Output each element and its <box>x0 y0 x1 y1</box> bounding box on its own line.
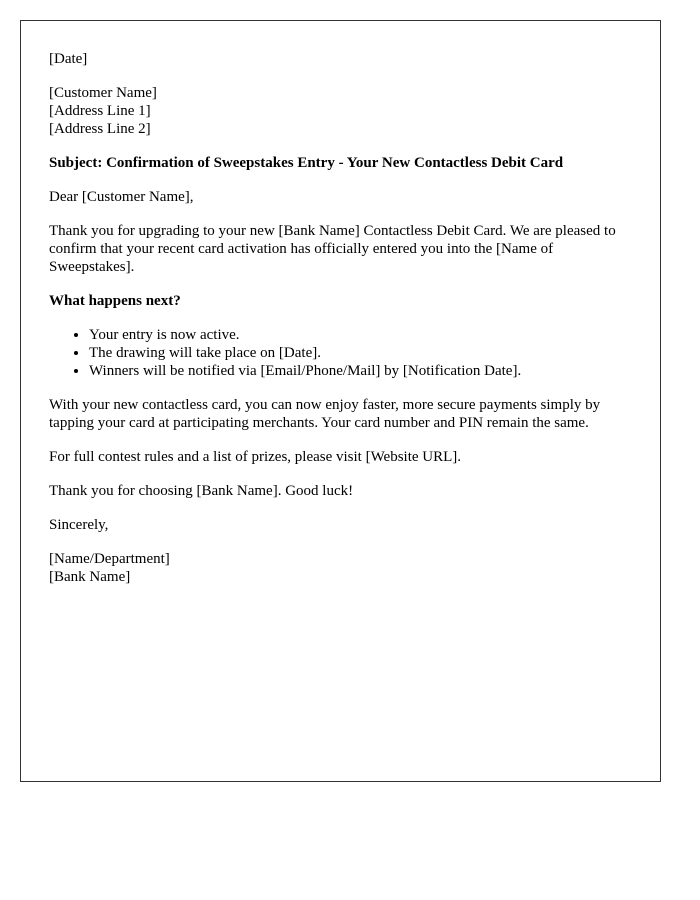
signature <box>49 550 632 586</box>
next-heading: What happens next? <box>49 293 181 309</box>
signature-bank: [Bank Name] <box>49 569 131 585</box>
thanks-paragraph: Thank you for choosing [Bank Name]. Good luck! <box>49 483 354 499</box>
next-steps-list <box>49 326 632 380</box>
recipient-name: [Customer Name] <box>49 85 157 101</box>
letter <box>20 20 661 782</box>
closing: Sincerely, <box>49 517 109 533</box>
list-item: • Winners will be notified via [Email/Phone/Mail] by [Notification Date]. <box>89 362 632 380</box>
date: [Date] <box>49 51 88 67</box>
intro-paragraph: Thank you for upgrading to your new [Bank Name] Contactless Debit Card. We are pleased to confirm that your recent card activation has officially entered you into the [Name of Sweepstakes]. <box>49 223 616 275</box>
list-item: • The drawing will take place on [Date]. <box>89 344 632 362</box>
signature-name: [Name/Department] <box>49 551 170 567</box>
salutation: Dear [Customer Name], <box>49 189 194 205</box>
contactless-paragraph: With your new contactless card, you can now enjoy faster, more secure payments simply by tapping your card at participating merchants. Your card number and PIN remain the same. <box>49 397 601 431</box>
subject-line: Subject: Confirmation of Sweepstakes Entry - Your New Contactless Debit Card <box>49 155 564 171</box>
address-line-1: [Address Line 1] <box>49 103 151 119</box>
list-item: • Your entry is now active. <box>89 326 632 344</box>
recipient-address <box>49 84 632 138</box>
address-line-2: [Address Line 2] <box>49 121 151 137</box>
rules-paragraph: For full contest rules and a list of prizes, please visit [Website URL]. <box>49 449 462 465</box>
